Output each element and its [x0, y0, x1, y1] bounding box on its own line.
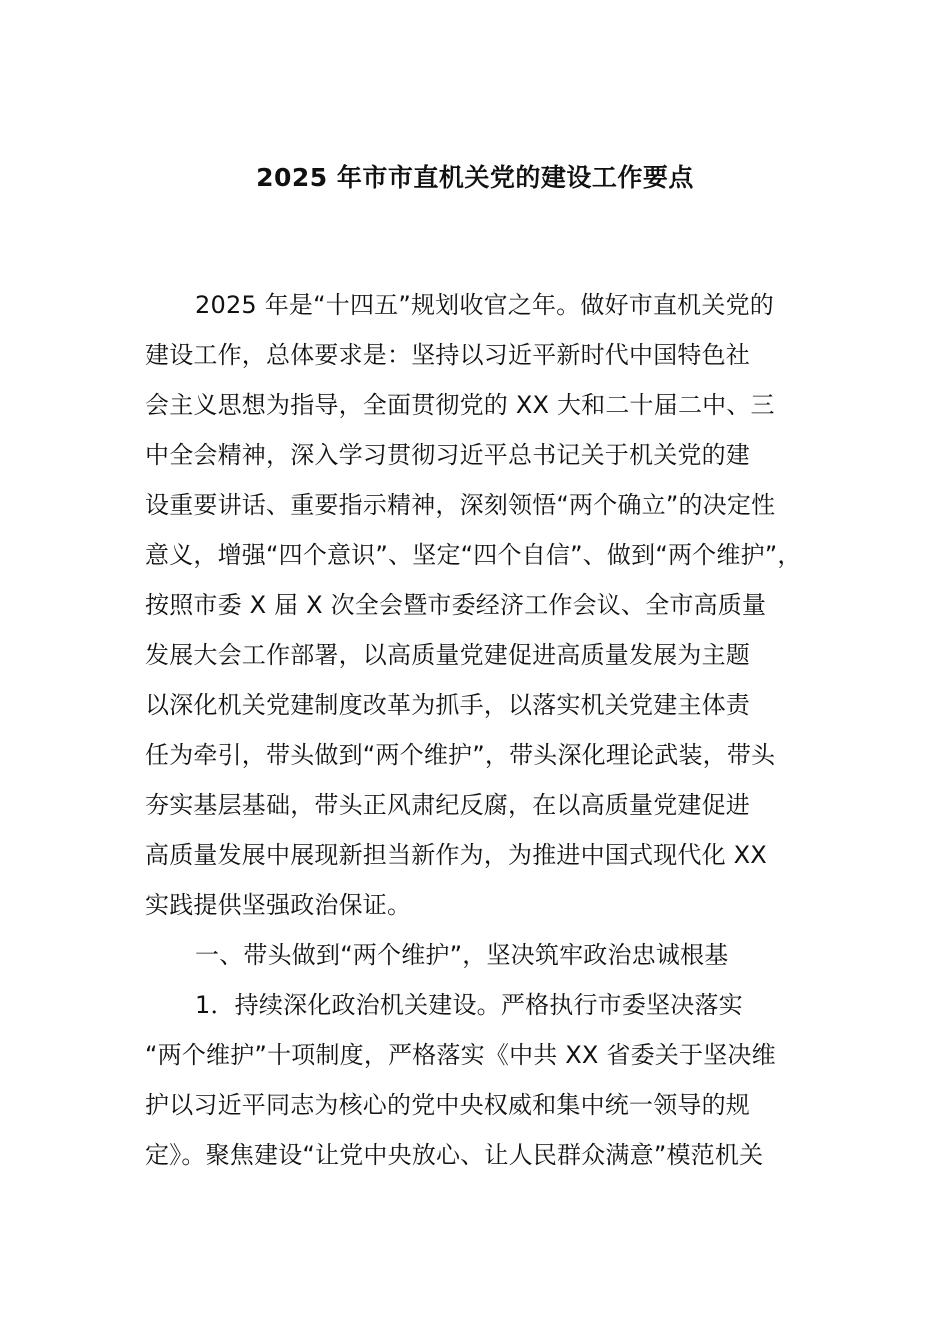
paragraph-line: 按照市委 X 届 X 次全会暨市委经济工作会议、全市高质量: [145, 591, 767, 619]
paragraph-line: 以深化机关党建制度改革为抓手，以落实机关党建主体责: [145, 691, 750, 719]
section-heading: 一、带头做到“两个维护”，坚决筑牢政治忠诚根基: [195, 941, 729, 969]
paragraph-line: “两个维护”十项制度，严格落实《中共 XX 省委关于坚决维: [145, 1041, 776, 1069]
paragraph-line: 高质量发展中展现新担当新作为，为推进中国式现代化 XX: [145, 841, 767, 869]
paragraph-line: 2025 年是“十四五”规划收官之年。做好市直机关党的: [195, 291, 774, 319]
paragraph-line: 夯实基层基础，带头正风肃纪反腐，在以高质量党建促进: [145, 791, 750, 819]
paragraph-line: 建设工作，总体要求是：坚持以习近平新时代中国特色社: [145, 341, 750, 369]
paragraph-line: 1．持续深化政治机关建设。严格执行市委坚决落实: [195, 991, 743, 1019]
document-body: [145, 280, 815, 1180]
paragraph-line: 会主义思想为指导，全面贯彻党的 XX 大和二十届二中、三: [145, 391, 775, 419]
paragraph-line: 中全会精神，深入学习贯彻习近平总书记关于机关党的建: [145, 441, 750, 469]
paragraph-line: 设重要讲话、重要指示精神，深刻领悟“两个确立”的决定性: [145, 491, 776, 519]
paragraph-line: 实践提供坚强政治保证。: [145, 891, 412, 919]
paragraph-line: 定》。聚焦建设“让党中央放心、让人民群众满意”模范机关: [145, 1141, 764, 1169]
paragraph-line: 发展大会工作部署，以高质量党建促进高质量发展为主题: [145, 641, 750, 669]
document-title: 2025 年市市直机关党的建设工作要点: [256, 163, 694, 192]
paragraph-line: 任为牵引，带头做到“两个维护”，带头深化理论武装，带头: [145, 741, 776, 769]
paragraph-line: 意义，增强“四个意识”、坚定“四个自信”、做到“两个维护”，: [145, 541, 802, 569]
paragraph-line: 护以习近平同志为核心的党中央权威和集中统一领导的规: [145, 1091, 750, 1119]
